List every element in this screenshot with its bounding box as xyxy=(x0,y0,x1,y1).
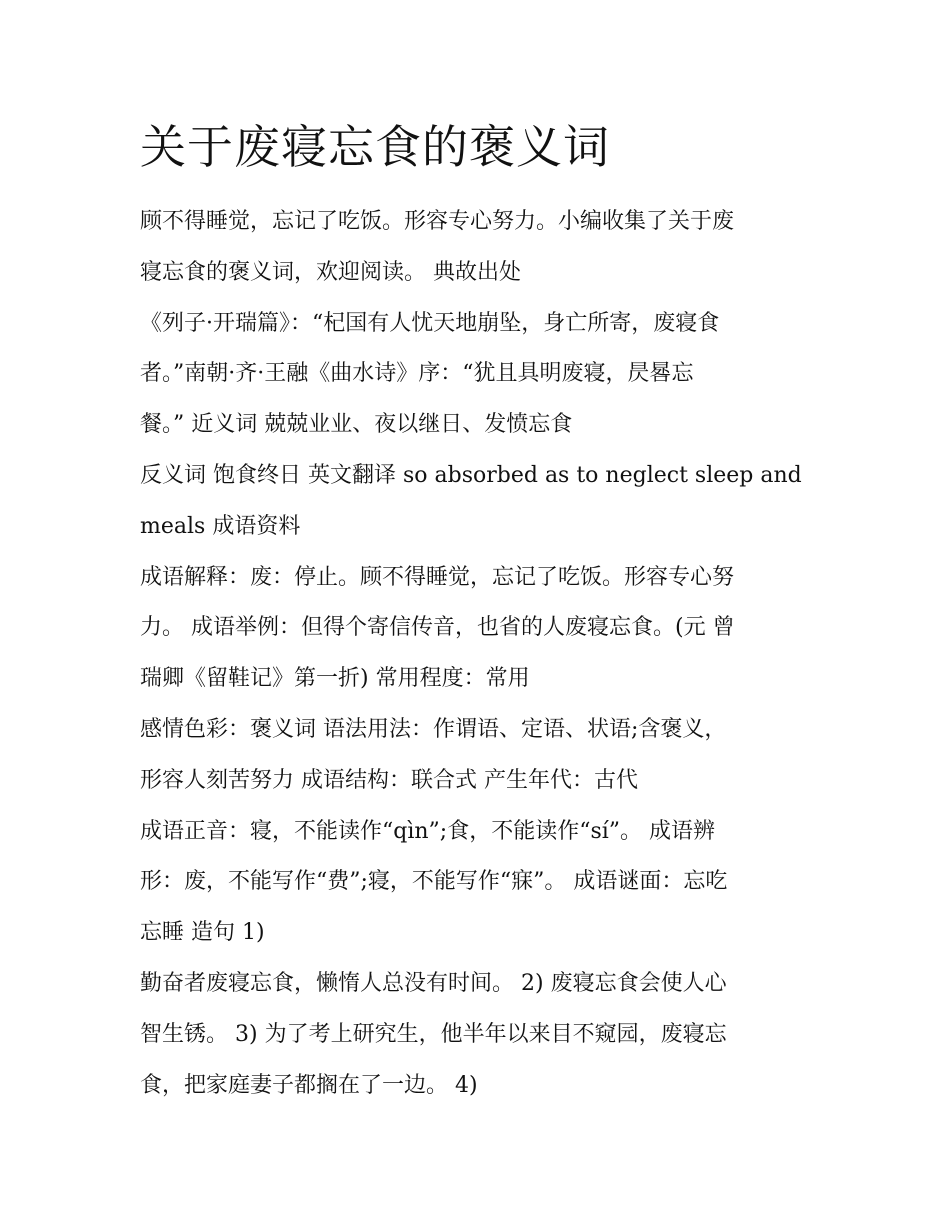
text-line: 成语正音：寝，不能读作“qìn”;食，不能读作“sí”。 成语辨 xyxy=(140,818,716,844)
document-title: 关于废寝忘食的褒义词 xyxy=(140,120,610,174)
text-line: 寝忘食的褒义词，欢迎阅读。 典故出处 xyxy=(140,259,521,285)
text-line: 成语解释：废：停止。顾不得睡觉，忘记了吃饭。形容专心努 xyxy=(140,564,735,590)
document-body xyxy=(140,197,820,1111)
document-page xyxy=(140,112,820,1111)
text-line: 餐。” 近义词 兢兢业业、夜以继日、发愤忘食 xyxy=(140,412,573,438)
text-line: 顾不得睡觉，忘记了吃饭。形容专心努力。小编收集了关于废 xyxy=(140,209,735,234)
text-line: 形：废，不能写作“费”;寝，不能写作“寐”。 成语谜面：忘吃 xyxy=(140,869,728,895)
text-line: 形容人刻苦努力 成语结构：联合式 产生年代：古代 xyxy=(140,767,638,793)
text-line: 智生锈。 3) 为了考上研究生，他半年以来目不窥园，废寝忘 xyxy=(140,1021,727,1047)
text-line: 瑞卿《留鞋记》第一折) 常用程度：常用 xyxy=(140,666,530,692)
text-line: 食，把家庭妻子都搁在了一边。 4) xyxy=(140,1072,478,1098)
text-line: 者。”南朝·齐·王融《曲水诗》序：“犹且具明废寝，昃晷忘 xyxy=(140,361,694,387)
text-line: 《列子·开瑞篇》：“杞国有人忧天地崩坠，身亡所寄，废寝食 xyxy=(140,310,720,336)
text-line: meals 成语资料 xyxy=(140,513,301,539)
text-line: 感情色彩：褒义词 语法用法：作谓语、定语、状语;含褒义， xyxy=(140,716,727,742)
text-line: 反义词 饱食终日 英文翻译 so absorbed as to neglect sleep and xyxy=(140,462,802,488)
text-line: 力。 成语举例：但得个寄信传音，也省的人废寝忘食。(元 曾 xyxy=(140,615,735,641)
text-line: 勤奋者废寝忘食，懒惰人总没有时间。 2) 废寝忘食会使人心 xyxy=(140,970,727,996)
text-line: 忘睡 造句 1) xyxy=(140,920,265,946)
